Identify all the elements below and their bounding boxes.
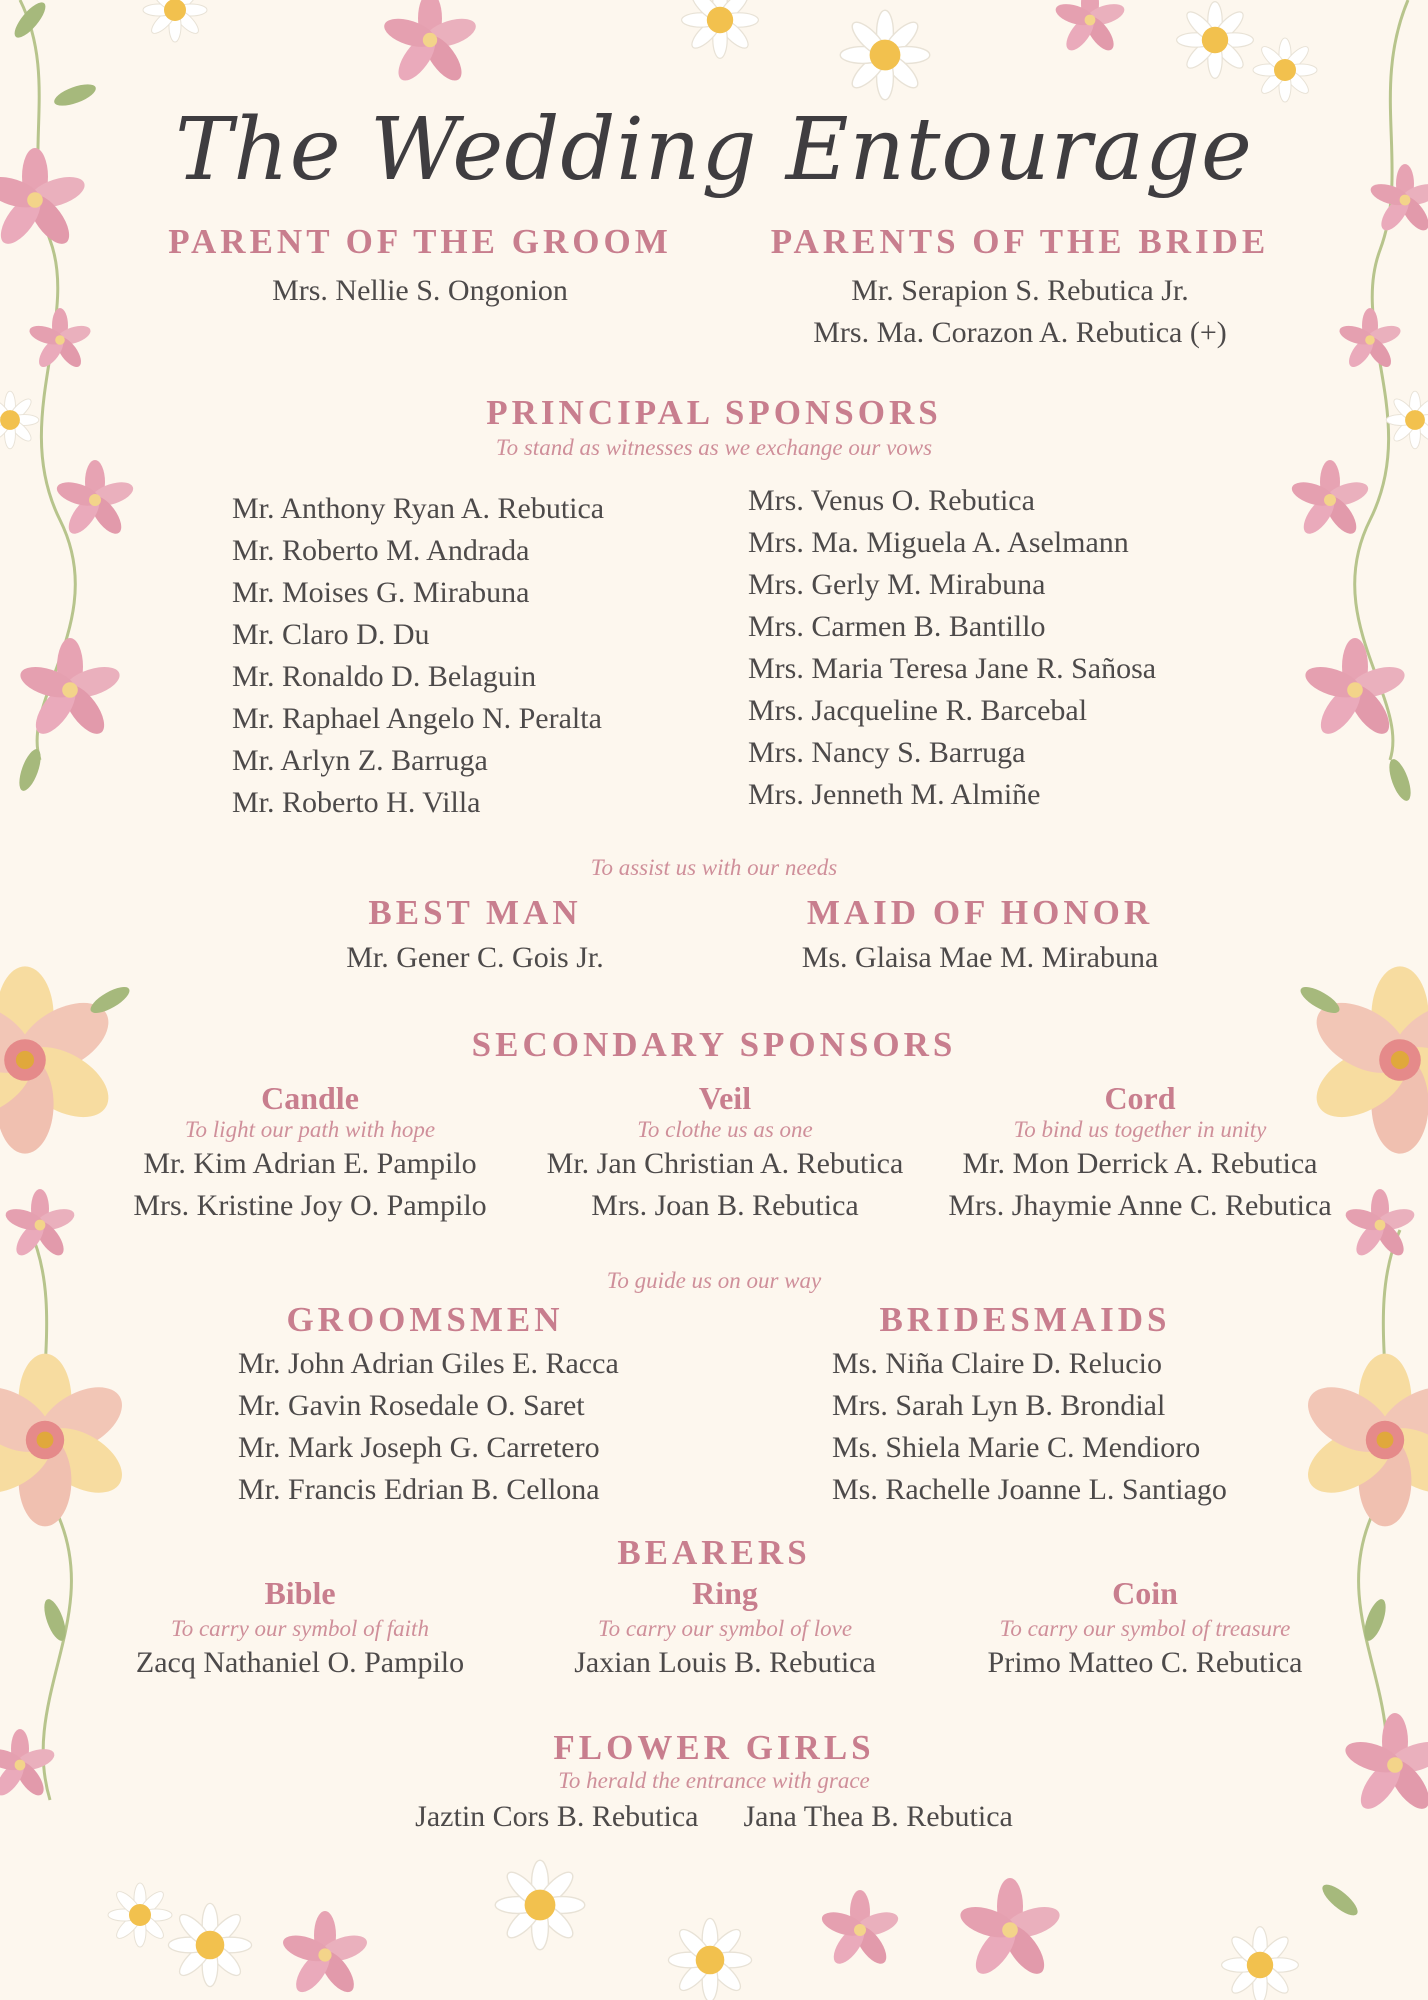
best-man-heading: BEST MAN (368, 893, 582, 932)
sponsor-name: Mrs. Maria Teresa Jane R. Sañosa (748, 652, 1157, 685)
groomsmen-list (238, 1343, 619, 1511)
veil-label: Veil (698, 1080, 752, 1116)
coin-label: Coin (1112, 1575, 1178, 1611)
groomsman-name: Mr. Francis Edrian B. Cellona (238, 1473, 600, 1506)
groomsmen-heading: GROOMSMEN (286, 1300, 564, 1339)
veil-subtitle: To clothe us as one (637, 1117, 813, 1142)
cord-section (935, 1080, 1345, 1227)
bible-subtitle: To carry our symbol of faith (171, 1616, 429, 1641)
candle-section (110, 1080, 510, 1227)
best-man-name: Mr. Gener C. Gois Jr. (346, 941, 604, 974)
groom-parent-heading: PARENT OF THE GROOM (168, 222, 672, 261)
flower-girls-subtitle: To herald the entrance with grace (558, 1768, 870, 1793)
groomsman-name: Mr. Gavin Rosedale O. Saret (238, 1389, 585, 1422)
principal-sponsors-header (0, 393, 1428, 461)
candle-sponsor-name: Mr. Kim Adrian E. Pampilo (143, 1147, 477, 1180)
sponsor-name: Mrs. Ma. Miguela A. Aselmann (748, 526, 1129, 559)
best-man-section (270, 893, 680, 979)
bridesmaid-name: Ms. Shiela Marie C. Mendioro (832, 1431, 1201, 1464)
bride-parent-name: Mrs. Ma. Corazon A. Rebutica (+) (813, 316, 1227, 349)
sponsor-name: Mr. Ronaldo D. Belaguin (232, 660, 537, 693)
candle-label: Candle (261, 1080, 359, 1116)
bible-bearer-section (100, 1575, 500, 1684)
coin-bearer-name: Primo Matteo C. Rebutica (987, 1646, 1303, 1679)
sponsor-name: Mrs. Gerly M. Mirabuna (748, 568, 1046, 601)
veil-section (520, 1080, 930, 1227)
coin-bearer-section (940, 1575, 1350, 1684)
bible-bearer-name: Zacq Nathaniel O. Pampilo (135, 1646, 465, 1679)
bible-label: Bible (264, 1575, 336, 1611)
maid-of-honor-name: Ms. Glaisa Mae M. Mirabuna (801, 941, 1159, 974)
party-subtitle: To guide us on our way (606, 1268, 822, 1293)
flower-girl-name: Jaztin Cors B. Rebutica (415, 1800, 699, 1833)
sponsor-name: Mrs. Nancy S. Barruga (748, 736, 1026, 769)
ring-bearer-section (520, 1575, 930, 1684)
sponsor-name: Mrs. Jacqueline R. Barcebal (748, 694, 1088, 727)
bridesmaid-name: Ms. Rachelle Joanne L. Santiago (832, 1473, 1227, 1506)
principal-sponsors-subtitle: To stand as witnesses as we exchange our vows (495, 435, 933, 460)
bridesmaid-name: Ms. Niña Claire D. Relucio (832, 1347, 1162, 1380)
flower-girls-heading: FLOWER GIRLS (553, 1728, 875, 1767)
veil-sponsor-name: Mrs. Joan B. Rebutica (591, 1189, 859, 1222)
sponsor-name: Mr. Roberto M. Andrada (232, 534, 530, 567)
principal-sponsors-right-list (748, 480, 1156, 816)
cord-sponsor-name: Mr. Mon Derrick A. Rebutica (962, 1147, 1318, 1180)
maid-of-honor-heading: MAID OF HONOR (806, 893, 1154, 932)
bride-parent-name: Mr. Serapion S. Rebutica Jr. (851, 274, 1189, 307)
groom-parent-section (120, 222, 720, 312)
bridesmaids-list (832, 1343, 1227, 1511)
ring-subtitle: To carry our symbol of love (597, 1616, 853, 1641)
veil-sponsor-name: Mr. Jan Christian A. Rebutica (546, 1147, 904, 1180)
ring-bearer-name: Jaxian Louis B. Rebutica (574, 1646, 876, 1679)
flower-girl-name: Jana Thea B. Rebutica (743, 1800, 1013, 1833)
candle-sponsor-name: Mrs. Kristine Joy O. Pampilo (133, 1189, 487, 1222)
sponsor-name: Mr. Anthony Ryan A. Rebutica (232, 492, 605, 525)
bride-parents-heading: PARENTS OF THE BRIDE (770, 222, 1270, 261)
ring-label: Ring (692, 1575, 758, 1611)
bearers-heading: BEARERS (617, 1533, 811, 1572)
sponsor-name: Mrs. Venus O. Rebutica (748, 484, 1035, 517)
sponsor-name: Mr. Claro D. Du (232, 618, 430, 651)
coin-subtitle: To carry our symbol of treasure (999, 1616, 1291, 1641)
principal-sponsors-left-list (232, 488, 604, 824)
bride-parents-section (740, 222, 1300, 354)
bridesmaid-name: Mrs. Sarah Lyn B. Brondial (832, 1389, 1166, 1422)
groom-parent-name: Mrs. Nellie S. Ongonion (272, 274, 568, 307)
honor-subtitle: To assist us with our needs (590, 855, 838, 880)
sponsor-name: Mrs. Carmen B. Bantillo (748, 610, 1046, 643)
principal-sponsors-heading: PRINCIPAL SPONSORS (486, 393, 942, 432)
flower-girls-section (0, 1728, 1428, 1838)
cord-sponsor-name: Mrs. Jhaymie Anne C. Rebutica (948, 1189, 1332, 1222)
candle-subtitle: To light our path with hope (184, 1117, 436, 1142)
sponsor-name: Mrs. Jenneth M. Almiñe (748, 778, 1041, 811)
bridesmaids-heading: BRIDESMAIDS (879, 1300, 1171, 1339)
groomsman-name: Mr. Mark Joseph G. Carretero (238, 1431, 600, 1464)
cord-subtitle: To bind us together in unity (1013, 1117, 1267, 1142)
maid-of-honor-section (760, 893, 1200, 979)
groomsman-name: Mr. John Adrian Giles E. Racca (238, 1347, 619, 1380)
secondary-sponsors-heading: SECONDARY SPONSORS (471, 1025, 957, 1064)
sponsor-name: Mr. Roberto H. Villa (232, 786, 481, 819)
page-title: The Wedding Entourage (175, 100, 1253, 200)
sponsor-name: Mr. Arlyn Z. Barruga (232, 744, 488, 777)
cord-label: Cord (1104, 1080, 1176, 1116)
sponsor-name: Mr. Moises G. Mirabuna (232, 576, 530, 609)
sponsor-name: Mr. Raphael Angelo N. Peralta (232, 702, 602, 735)
